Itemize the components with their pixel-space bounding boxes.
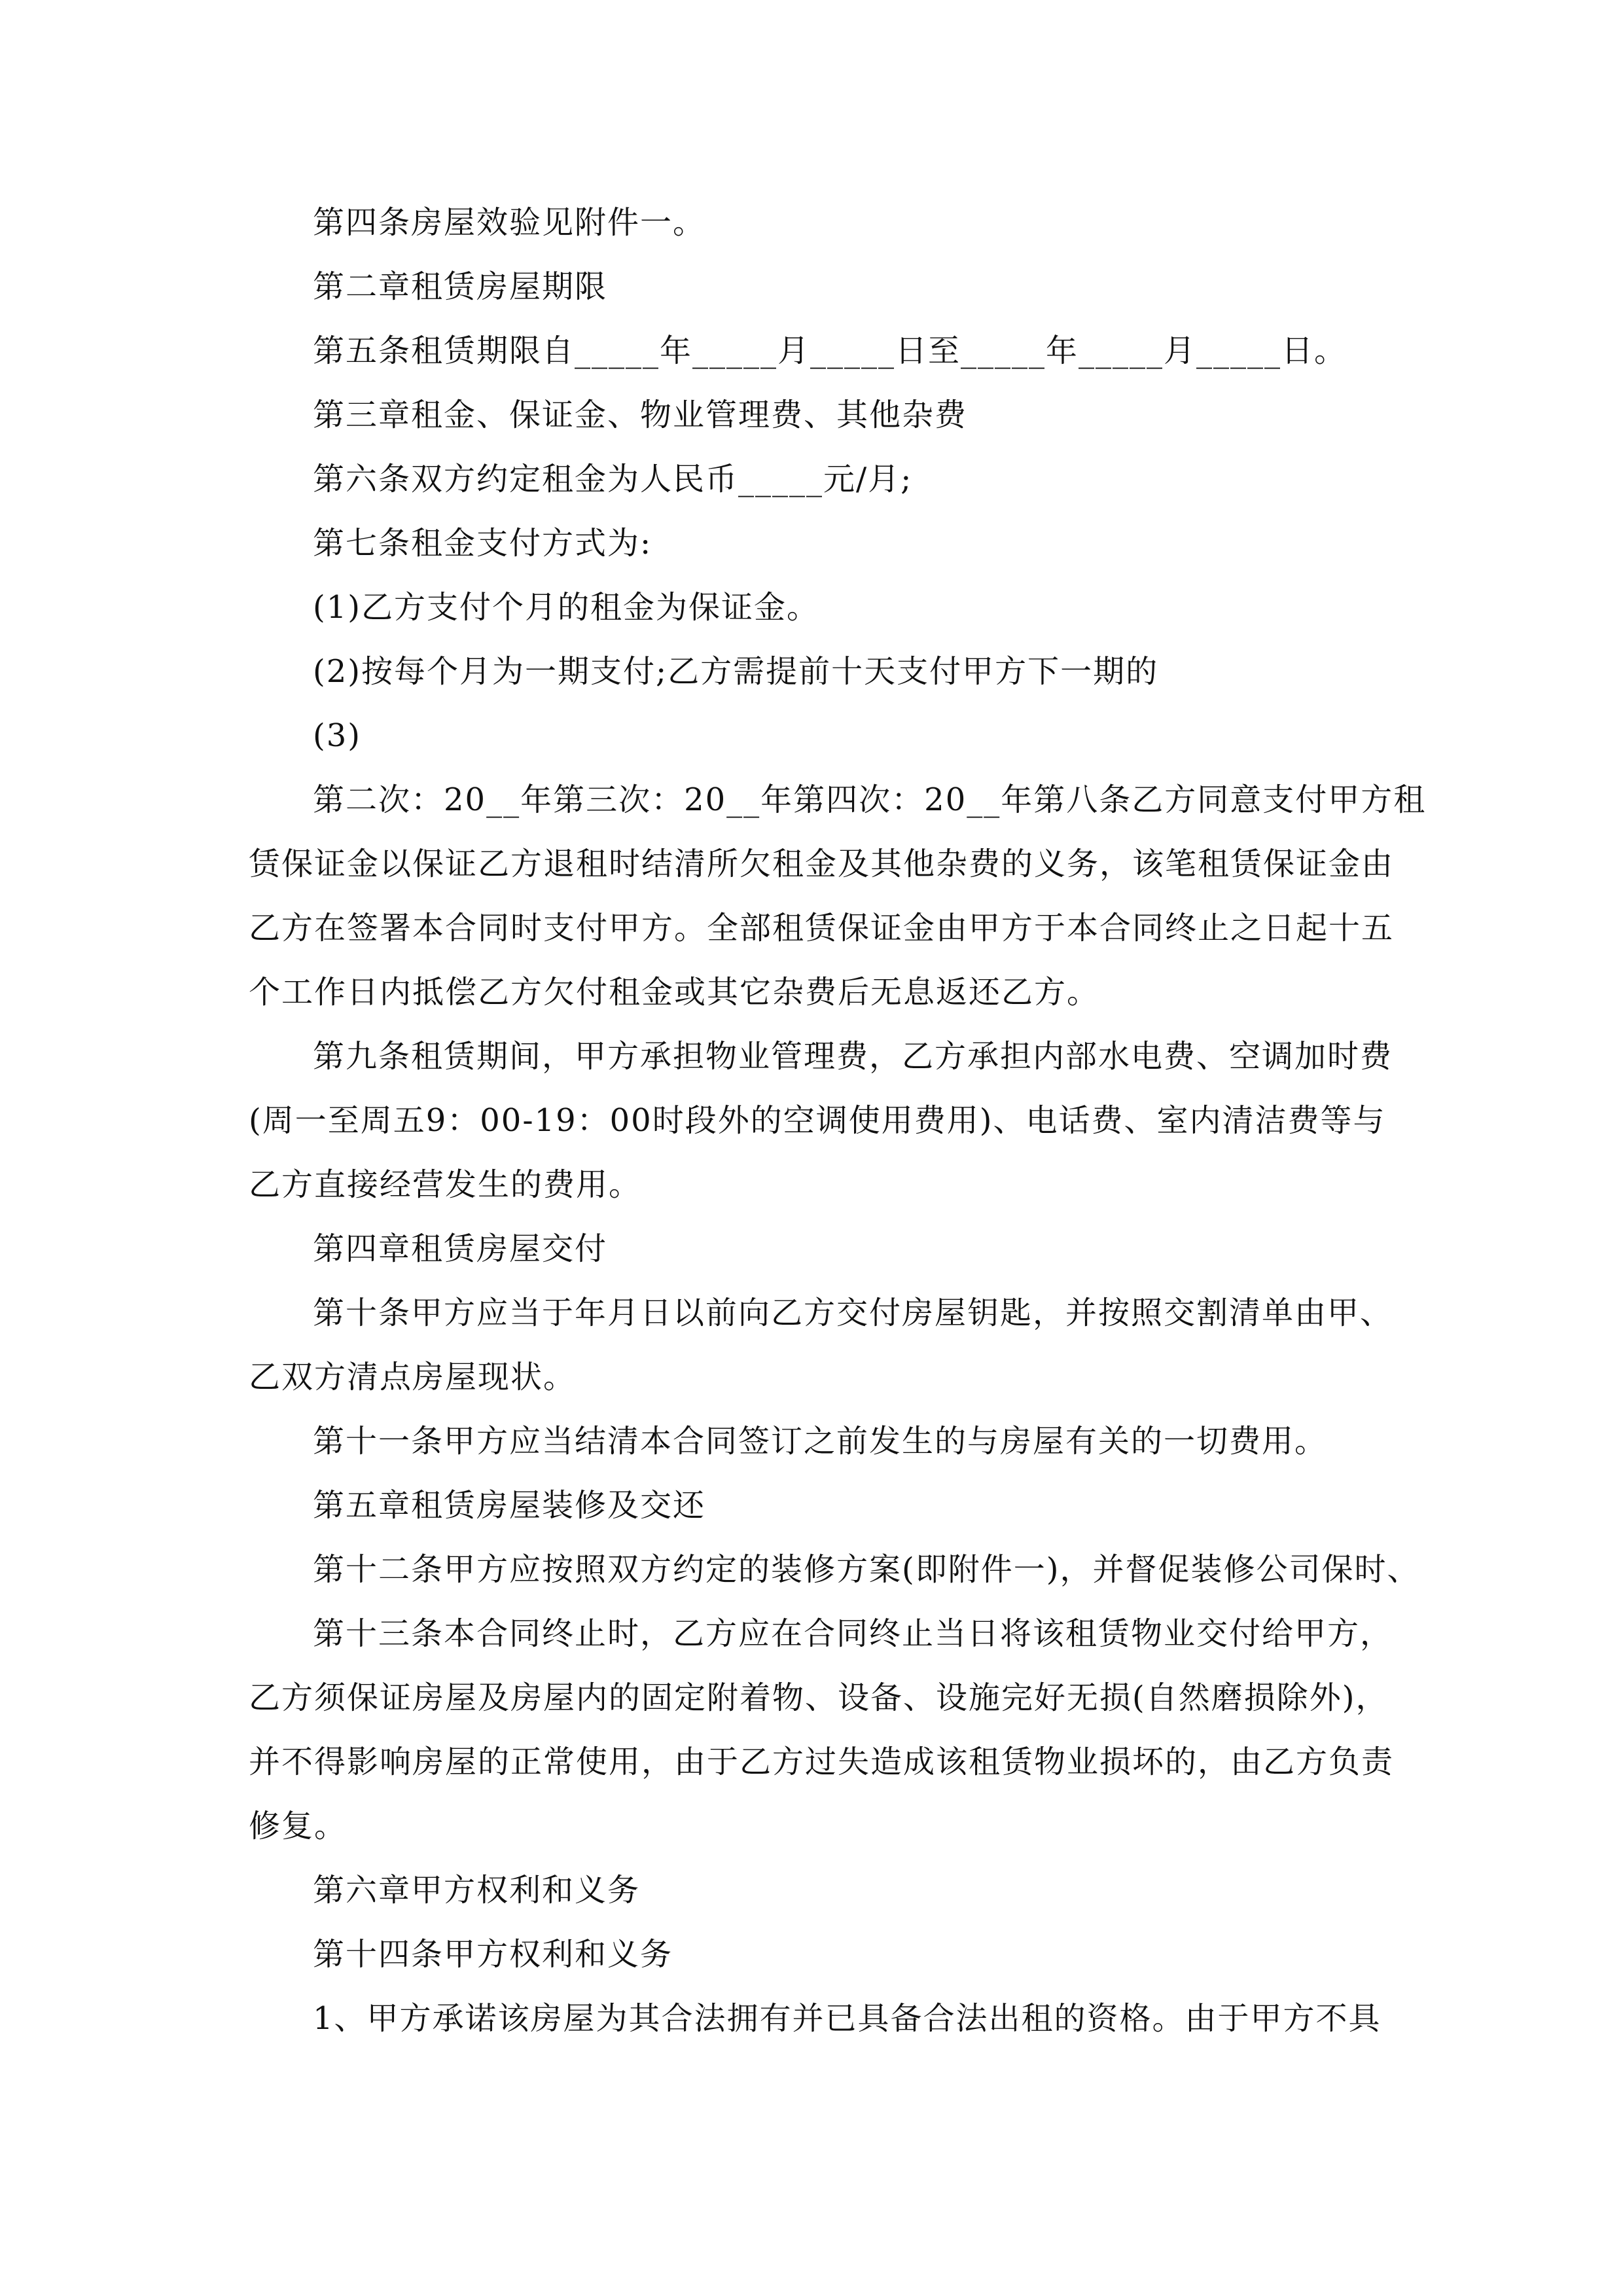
paragraph-line: 第十三条本合同终止时，乙方应在合同终止当日将该租赁物业交付给甲方， bbox=[313, 1615, 1393, 1652]
paragraph-line: 第七条租金支付方式为: bbox=[313, 525, 652, 562]
paragraph-line: 第九条租赁期间，甲方承担物业管理费，乙方承担内部水电费、空调加时费 bbox=[313, 1038, 1393, 1075]
paragraph-line: 第十条甲方应当于年月日以前向乙方交付房屋钥匙，并按照交割清单由甲、 bbox=[313, 1295, 1393, 1331]
paragraph-line: 乙方在签署本合同时支付甲方。全部租赁保证金由甲方于本合同终止之日起十五 bbox=[249, 910, 1395, 946]
list-item: (2)按每个月为一期支付;乙方需提前十天支付甲方下一期的 bbox=[313, 653, 1159, 690]
paragraph-line: 第五条租赁期限自_____年_____月_____日至_____年_____月_____日。 bbox=[313, 332, 1347, 369]
paragraph-line: 乙方直接经营发生的费用。 bbox=[249, 1166, 642, 1203]
paragraph-line: 乙方须保证房屋及房屋内的固定附着物、设备、设施完好无损(自然磨损除外)， bbox=[249, 1679, 1389, 1716]
paragraph-line: 赁保证金以保证乙方退租时结清所欠租金及其他杂费的义务，该笔租赁保证金由 bbox=[249, 846, 1395, 882]
paragraph-line: 第六条双方约定租金为人民币_____元/月; bbox=[313, 461, 913, 497]
list-item: (3) bbox=[313, 717, 361, 754]
chapter-heading: 第三章租金、保证金、物业管理费、其他杂费 bbox=[313, 397, 968, 433]
chapter-heading: 第六章甲方权利和义务 bbox=[313, 1872, 641, 1909]
paragraph-line: (周一至周五9：00-19：00时段外的空调使用费用)、电话费、室内清洁费等与 bbox=[249, 1102, 1386, 1139]
paragraph-line: 第十二条甲方应按照双方约定的装修方案(即附件一)，并督促装修公司保时、 bbox=[313, 1551, 1420, 1588]
paragraph-line: 第二次：20__年第三次：20__年第四次：20__年第八条乙方同意支付甲方租 bbox=[313, 781, 1427, 818]
paragraph-line: 修复。 bbox=[249, 1808, 348, 1844]
chapter-heading: 第二章租赁房屋期限 bbox=[313, 268, 608, 305]
list-item: (1)乙方支付个月的租金为保证金。 bbox=[313, 589, 819, 626]
paragraph-line: 第十一条甲方应当结清本合同签订之前发生的与房屋有关的一切费用。 bbox=[313, 1423, 1328, 1460]
chapter-heading: 第五章租赁房屋装修及交还 bbox=[313, 1487, 706, 1524]
paragraph-line: 个工作日内抵偿乙方欠付租金或其它杂费后无息返还乙方。 bbox=[249, 974, 1100, 1011]
paragraph-line: 并不得影响房屋的正常使用，由于乙方过失造成该租赁物业损坏的，由乙方负责 bbox=[249, 1744, 1395, 1780]
list-item: 1、甲方承诺该房屋为其合法拥有并已具备合法出租的资格。由于甲方不具 bbox=[313, 2000, 1382, 2037]
paragraph-line: 第十四条甲方权利和义务 bbox=[313, 1936, 673, 1973]
paragraph-line: 乙双方清点房屋现状。 bbox=[249, 1359, 577, 1395]
chapter-heading: 第四章租赁房屋交付 bbox=[313, 1230, 608, 1267]
paragraph-line: 第四条房屋效验见附件一。 bbox=[313, 204, 706, 241]
